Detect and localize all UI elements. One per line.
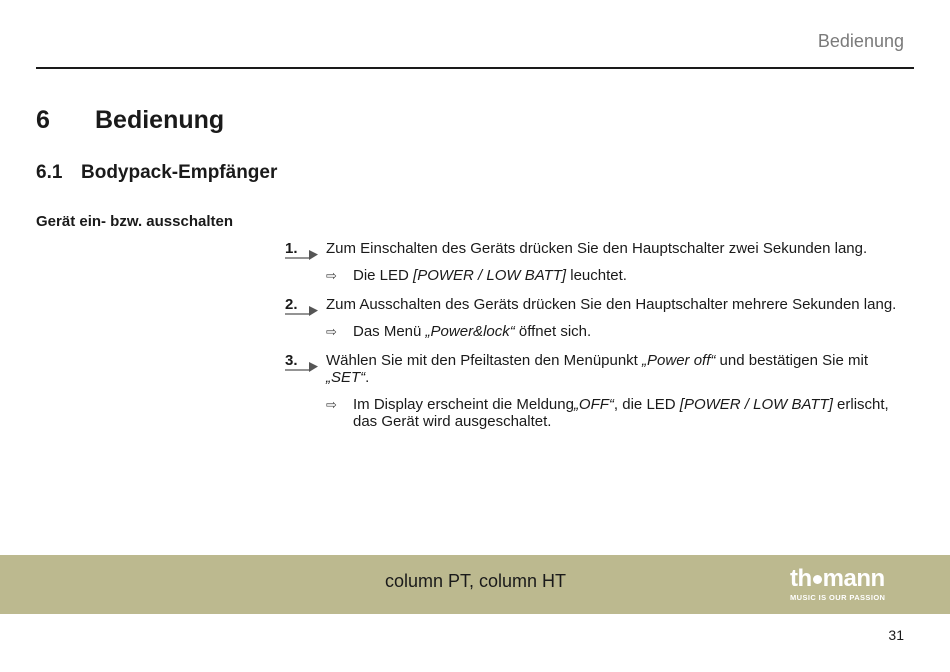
result-text	[353, 396, 900, 430]
result-text-part: erlischt, das Gerät wird ausgeschaltet.	[353, 396, 889, 430]
step-arrow-icon	[285, 303, 319, 317]
step-3	[285, 352, 900, 386]
step-number: 2.	[285, 296, 298, 313]
section-heading	[36, 162, 277, 184]
logo-dot-icon	[813, 575, 822, 584]
step-text: Zum Einschalten des Geräts drücken Sie den Hauptschalter zwei Sekunden lang.	[326, 240, 868, 257]
result-text-part: , die LED	[613, 396, 680, 413]
instruction-steps	[285, 240, 900, 430]
logo-wordmark	[790, 567, 908, 591]
step-arrow-icon	[285, 359, 319, 373]
step-text-emphasis: „SET“	[326, 369, 366, 386]
result-text-emphasis: [POWER / LOW BATT]	[679, 396, 833, 413]
chapter-heading	[36, 106, 224, 135]
step-arrow-icon	[285, 247, 319, 261]
result-text-emphasis: „Power&lock“	[425, 323, 515, 340]
step-result	[326, 323, 900, 340]
step-1	[285, 240, 900, 257]
result-arrow-icon: ⇨	[326, 324, 337, 339]
step-text: Zum Ausschalten des Geräts drücken Sie den Hauptschalter mehrere Sekunden lang.	[326, 296, 897, 313]
result-text-part: leuchtet.	[566, 267, 627, 284]
result-text-part: Im Display erscheint die Meldung	[353, 396, 574, 413]
footer-band	[0, 555, 950, 614]
page-number: 31	[888, 627, 904, 643]
logo-word-right: mann	[822, 565, 885, 592]
step-marker	[285, 296, 326, 313]
running-title: Bedienung	[817, 31, 904, 51]
step-number: 1.	[285, 240, 298, 257]
result-text-part: öffnet sich.	[514, 323, 592, 340]
step-text-part: Wählen Sie mit den Pfeiltasten den Menüpunkt	[326, 352, 643, 369]
step-text-part: und bestätigen Sie mit	[715, 352, 868, 369]
result-arrow-icon: ⇨	[326, 397, 337, 412]
result-text-part: Das Menü	[353, 323, 426, 340]
step-marker	[285, 352, 326, 386]
step-result	[326, 267, 900, 284]
chapter-title: Bedienung	[95, 106, 225, 134]
result-arrow-icon: ⇨	[326, 268, 337, 283]
section-title: Bodypack-Empfänger	[81, 162, 278, 183]
step-text	[326, 352, 900, 386]
footer-product-name: column PT, column HT	[385, 571, 567, 591]
result-text-emphasis: [POWER / LOW BATT]	[413, 267, 567, 284]
result-text	[353, 323, 900, 340]
step-marker	[285, 240, 326, 257]
header-rule	[36, 67, 914, 69]
step-text-part: .	[365, 369, 370, 386]
thomann-logo	[790, 567, 908, 602]
result-text	[353, 267, 900, 284]
logo-word-left: th	[790, 565, 812, 592]
step-result	[326, 396, 900, 430]
result-text-emphasis: „OFF“	[573, 396, 614, 413]
result-text-part: Die LED	[353, 267, 414, 284]
step-text-emphasis: „Power off“	[642, 352, 716, 369]
logo-tagline: MUSIC IS OUR PASSION	[790, 593, 886, 602]
step-2	[285, 296, 900, 313]
subheading: Gerät ein- bzw. ausschalten	[36, 213, 233, 230]
chapter-number: 6	[36, 106, 50, 134]
step-number: 3.	[285, 352, 298, 369]
section-number: 6.1	[36, 162, 63, 183]
